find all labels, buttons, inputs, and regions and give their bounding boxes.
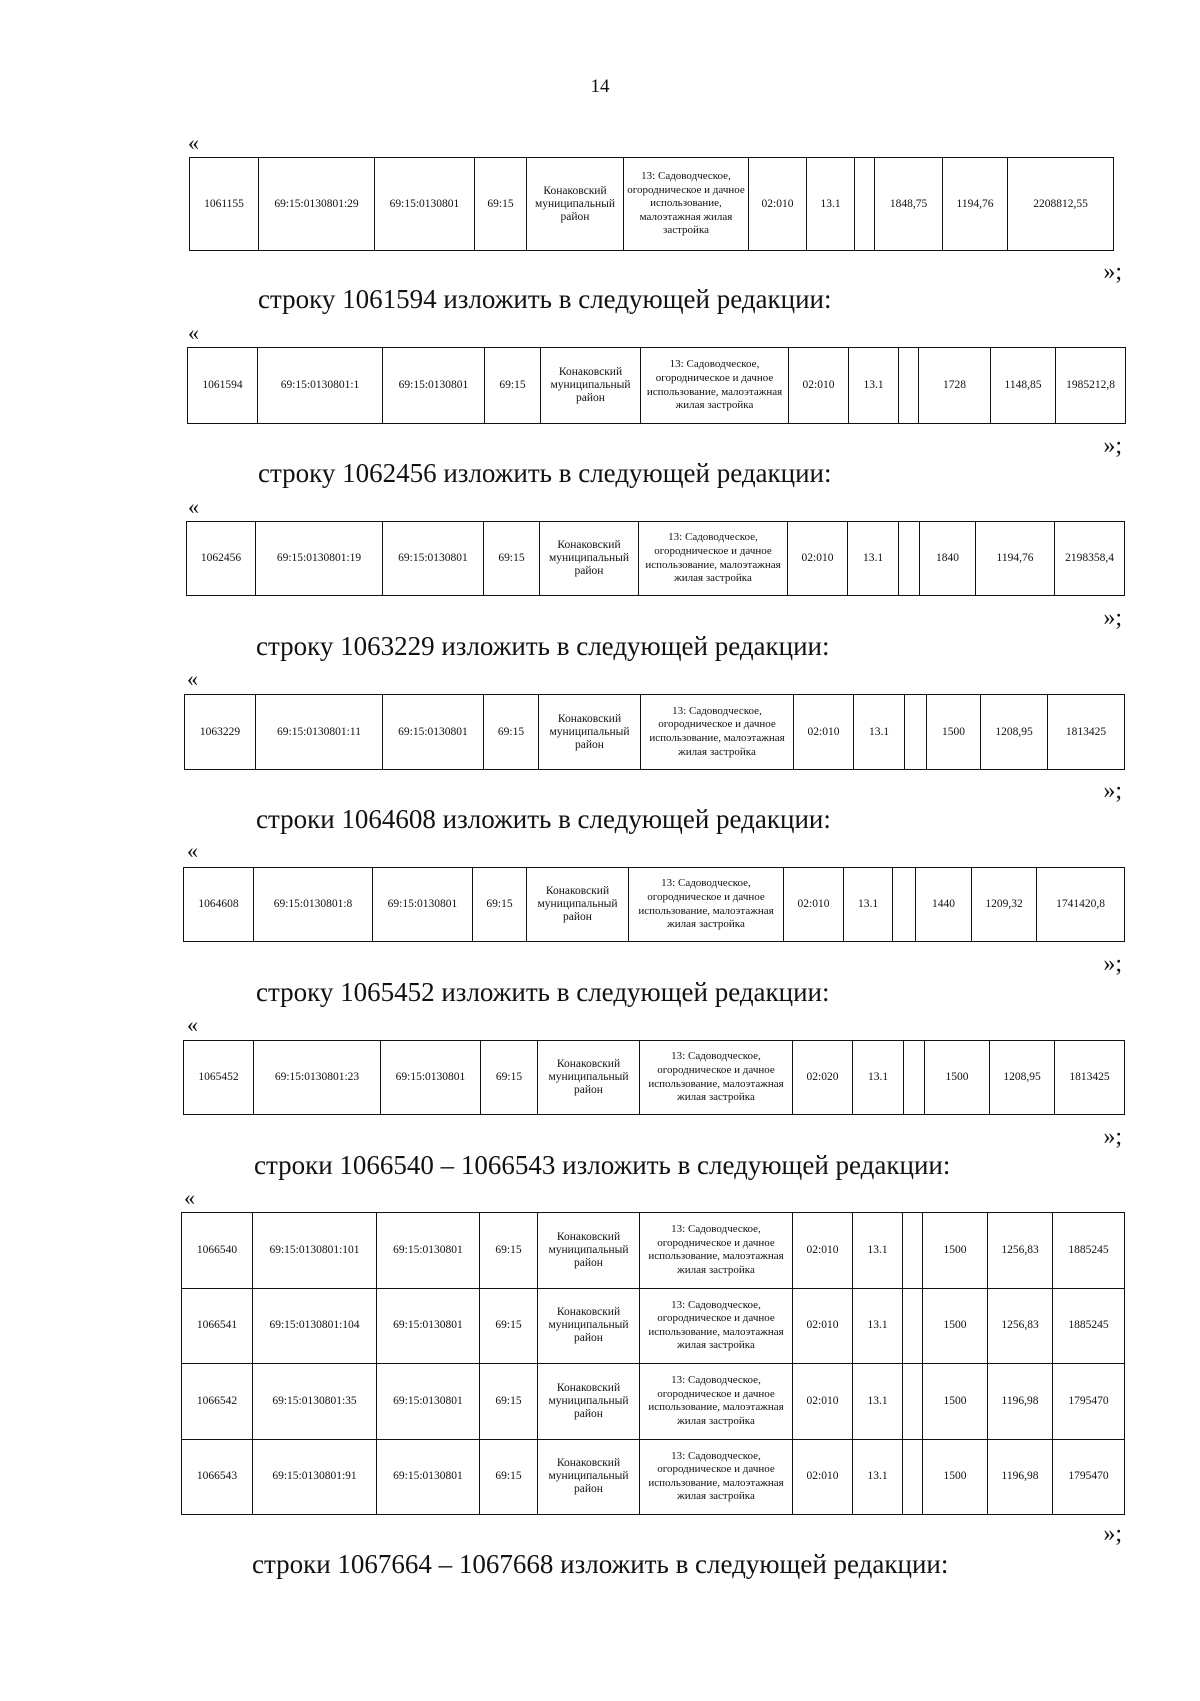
record-id: 1066542 <box>182 1364 253 1440</box>
cadastral-value: 1795470 <box>1053 1364 1125 1440</box>
cadastral-number: 69:15:0130801:8 <box>254 868 373 942</box>
district-name: Конаковский муниципальный район <box>538 1288 640 1364</box>
record-id: 1066543 <box>182 1439 253 1515</box>
subgroup-code: 13.1 <box>853 1364 903 1440</box>
cadastral-value: 1813425 <box>1048 695 1125 770</box>
empty-cell <box>899 522 920 596</box>
district-code: 69:15 <box>480 1439 538 1515</box>
empty-cell <box>905 695 927 770</box>
district-code: 69:15 <box>480 1288 538 1364</box>
district-code: 69:15 <box>473 868 527 942</box>
record-id: 1066540 <box>182 1213 253 1289</box>
district-name: Конаковский муниципальный район <box>527 868 629 942</box>
land-use-purpose: 13: Садоводческое, огородническое и дачное использование, малоэтажная жилая застройка <box>641 695 794 770</box>
table-row <box>188 348 1126 424</box>
cadastral-quarter: 69:15:0130801 <box>383 522 484 596</box>
land-use-purpose: 13: Садоводческое, огородническое и дачное использование, малоэтажная жилая застройка <box>639 522 788 596</box>
table-row <box>187 522 1125 596</box>
land-use-purpose: 13: Садоводческое, огородническое и дачное использование, малоэтажная жилая застройка <box>640 1041 793 1115</box>
instruction-text: строки 1066540 – 1066543 изложить в следующей редакции: <box>254 1150 951 1180</box>
open-quote: « <box>187 838 198 863</box>
open-quote: « <box>188 494 199 519</box>
specific-value: 1194,76 <box>976 522 1055 596</box>
instruction-text: строку 1061594 изложить в следующей редакции: <box>258 284 832 314</box>
specific-value: 1208,95 <box>981 695 1048 770</box>
table-row <box>184 1041 1125 1115</box>
cadastral-quarter: 69:15:0130801 <box>381 1041 481 1115</box>
district-name: Конаковский муниципальный район <box>538 1439 640 1515</box>
subgroup-code: 13.1 <box>849 348 899 424</box>
table-row <box>185 695 1125 770</box>
open-quote: « <box>187 1012 198 1037</box>
group-code: 02:010 <box>793 1439 853 1515</box>
land-area: 1728 <box>919 348 991 424</box>
land-use-purpose: 13: Садоводческое, огородническое и дачное использование, малоэтажная жилая застройка <box>640 1364 793 1440</box>
district-code: 69:15 <box>485 348 541 424</box>
cadastral-number: 69:15:0130801:29 <box>259 158 375 251</box>
land-area: 1500 <box>923 1439 988 1515</box>
close-quote: »; <box>1103 778 1122 804</box>
specific-value: 1209,32 <box>972 868 1037 942</box>
instruction-text: строку 1062456 изложить в следующей редакции: <box>258 458 832 488</box>
record-id: 1062456 <box>187 522 256 596</box>
empty-cell <box>904 1041 925 1115</box>
specific-value: 1256,83 <box>988 1213 1053 1289</box>
land-area: 1440 <box>916 868 972 942</box>
land-area: 1500 <box>923 1364 988 1440</box>
cadastral-number: 69:15:0130801:101 <box>253 1213 377 1289</box>
cadastral-value: 1813425 <box>1055 1041 1125 1115</box>
subgroup-code: 13.1 <box>853 1288 903 1364</box>
record-id: 1063229 <box>185 695 256 770</box>
subgroup-code: 13.1 <box>853 1041 904 1115</box>
cadastral-value: 1741420,8 <box>1037 868 1125 942</box>
cadastral-value: 2208812,55 <box>1008 158 1114 251</box>
open-quote: « <box>187 666 198 691</box>
land-record-table <box>186 521 1125 596</box>
district-name: Конаковский муниципальный район <box>538 1041 640 1115</box>
land-use-purpose: 13: Садоводческое, огородническое и дачное использование, малоэтажная жилая застройка <box>640 1213 793 1289</box>
subgroup-code: 13.1 <box>854 695 905 770</box>
group-code: 02:010 <box>784 868 844 942</box>
record-id: 1066541 <box>182 1288 253 1364</box>
cadastral-number: 69:15:0130801:91 <box>253 1439 377 1515</box>
instruction-text: строку 1063229 изложить в следующей редакции: <box>256 631 830 661</box>
specific-value: 1194,76 <box>943 158 1008 251</box>
land-area: 1848,75 <box>875 158 943 251</box>
subgroup-code: 13.1 <box>853 1439 903 1515</box>
record-id: 1065452 <box>184 1041 254 1115</box>
land-record-table <box>183 867 1125 942</box>
record-id: 1064608 <box>184 868 254 942</box>
land-record-table <box>181 1212 1125 1515</box>
land-area: 1500 <box>927 695 981 770</box>
subgroup-code: 13.1 <box>853 1213 903 1289</box>
cadastral-number: 69:15:0130801:23 <box>254 1041 381 1115</box>
specific-value: 1148,85 <box>991 348 1056 424</box>
group-code: 02:020 <box>793 1041 853 1115</box>
cadastral-quarter: 69:15:0130801 <box>383 348 485 424</box>
close-quote: »; <box>1103 605 1122 631</box>
instruction-text: строки 1067664 – 1067668 изложить в следующей редакции: <box>252 1549 949 1579</box>
table-row <box>182 1288 1125 1364</box>
table-row <box>182 1439 1125 1515</box>
close-quote: »; <box>1103 951 1122 977</box>
land-record-table <box>184 694 1125 770</box>
close-quote: »; <box>1103 433 1122 459</box>
table-row <box>184 868 1125 942</box>
table-row <box>190 158 1114 251</box>
district-name: Конаковский муниципальный район <box>540 522 639 596</box>
subgroup-code: 13.1 <box>807 158 855 251</box>
land-record-table <box>187 347 1126 424</box>
cadastral-quarter: 69:15:0130801 <box>377 1213 480 1289</box>
cadastral-number: 69:15:0130801:35 <box>253 1364 377 1440</box>
land-area: 1840 <box>920 522 976 596</box>
record-id: 1061594 <box>188 348 258 424</box>
cadastral-value: 1885245 <box>1053 1213 1125 1289</box>
land-record-table <box>183 1040 1125 1115</box>
specific-value: 1256,83 <box>988 1288 1053 1364</box>
district-code: 69:15 <box>481 1041 538 1115</box>
open-quote: « <box>188 320 199 345</box>
cadastral-quarter: 69:15:0130801 <box>383 695 484 770</box>
land-use-purpose: 13: Садоводческое, огородническое и дачное использование, малоэтажная жилая застройка <box>629 868 784 942</box>
table-row <box>182 1364 1125 1440</box>
land-use-purpose: 13: Садоводческое, огородническое и дачное использование, малоэтажная жилая застройка <box>640 1439 793 1515</box>
group-code: 02:010 <box>788 522 848 596</box>
group-code: 02:010 <box>793 1213 853 1289</box>
group-code: 02:010 <box>789 348 849 424</box>
district-name: Конаковский муниципальный район <box>541 348 641 424</box>
district-code: 69:15 <box>480 1213 538 1289</box>
land-record-table <box>189 157 1114 251</box>
instruction-text: строки 1064608 изложить в следующей редакции: <box>256 804 831 834</box>
cadastral-value: 1885245 <box>1053 1288 1125 1364</box>
cadastral-value: 1985212,8 <box>1056 348 1126 424</box>
cadastral-number: 69:15:0130801:11 <box>256 695 383 770</box>
cadastral-number: 69:15:0130801:19 <box>256 522 383 596</box>
open-quote: « <box>188 130 199 155</box>
district-code: 69:15 <box>475 158 527 251</box>
land-area: 1500 <box>925 1041 990 1115</box>
cadastral-value: 2198358,4 <box>1055 522 1125 596</box>
group-code: 02:010 <box>794 695 854 770</box>
group-code: 02:010 <box>793 1288 853 1364</box>
record-id: 1061155 <box>190 158 259 251</box>
instruction-text: строку 1065452 изложить в следующей редакции: <box>256 977 830 1007</box>
specific-value: 1208,95 <box>990 1041 1055 1115</box>
cadastral-quarter: 69:15:0130801 <box>377 1288 480 1364</box>
group-code: 02:010 <box>793 1364 853 1440</box>
table-row <box>182 1213 1125 1289</box>
cadastral-number: 69:15:0130801:1 <box>258 348 383 424</box>
page-number: 14 <box>590 76 610 97</box>
cadastral-value: 1795470 <box>1053 1439 1125 1515</box>
cadastral-number: 69:15:0130801:104 <box>253 1288 377 1364</box>
subgroup-code: 13.1 <box>844 868 893 942</box>
specific-value: 1196,98 <box>988 1439 1053 1515</box>
district-name: Конаковский муниципальный район <box>527 158 624 251</box>
district-name: Конаковский муниципальный район <box>539 695 641 770</box>
cadastral-quarter: 69:15:0130801 <box>377 1364 480 1440</box>
land-use-purpose: 13: Садоводческое, огородническое и дачное использование, малоэтажная жилая застройка <box>640 1288 793 1364</box>
empty-cell <box>855 158 875 251</box>
cadastral-quarter: 69:15:0130801 <box>373 868 473 942</box>
open-quote: « <box>184 1185 195 1210</box>
empty-cell <box>893 868 916 942</box>
empty-cell <box>899 348 919 424</box>
cadastral-quarter: 69:15:0130801 <box>375 158 475 251</box>
subgroup-code: 13.1 <box>848 522 899 596</box>
land-use-purpose: 13: Садоводческое, огородническое и дачное использование, малоэтажная жилая застройка <box>624 158 749 251</box>
close-quote: »; <box>1103 1124 1122 1150</box>
land-use-purpose: 13: Садоводческое, огородническое и дачное использование, малоэтажная жилая застройка <box>641 348 789 424</box>
cadastral-quarter: 69:15:0130801 <box>377 1439 480 1515</box>
district-code: 69:15 <box>480 1364 538 1440</box>
specific-value: 1196,98 <box>988 1364 1053 1440</box>
district-code: 69:15 <box>484 695 539 770</box>
land-area: 1500 <box>923 1213 988 1289</box>
district-name: Конаковский муниципальный район <box>538 1213 640 1289</box>
group-code: 02:010 <box>749 158 807 251</box>
land-area: 1500 <box>923 1288 988 1364</box>
district-name: Конаковский муниципальный район <box>538 1364 640 1440</box>
district-code: 69:15 <box>484 522 540 596</box>
close-quote: »; <box>1103 259 1122 285</box>
empty-cell <box>903 1364 923 1440</box>
empty-cell <box>903 1439 923 1515</box>
empty-cell <box>903 1213 923 1289</box>
empty-cell <box>903 1288 923 1364</box>
close-quote: »; <box>1103 1521 1122 1547</box>
